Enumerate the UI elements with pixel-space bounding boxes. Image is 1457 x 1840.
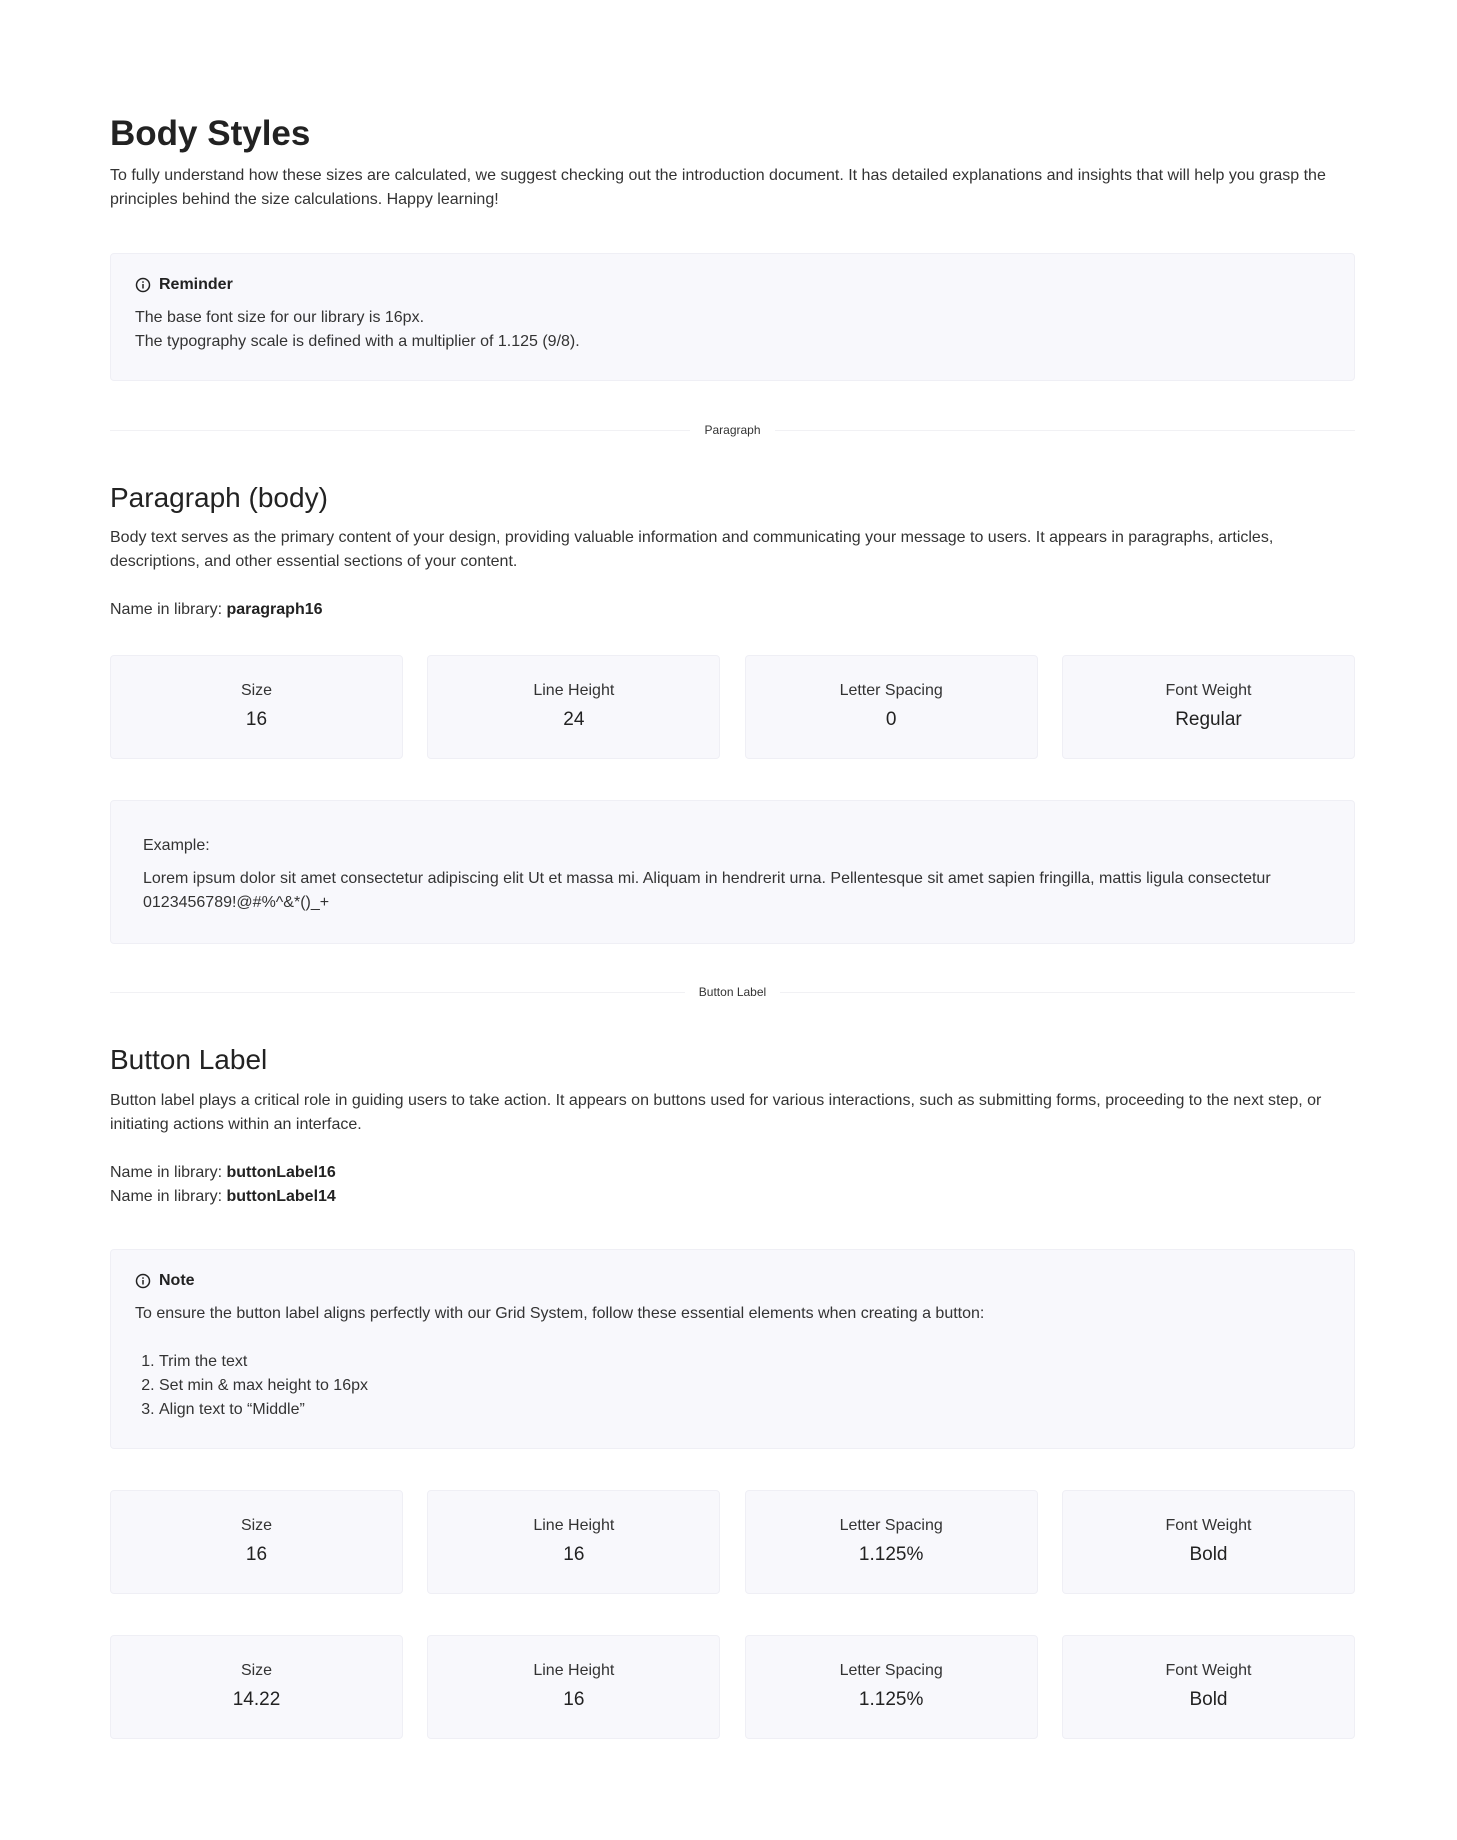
library-name-row — [110, 1161, 1355, 1185]
spec-label: Letter Spacing — [839, 1662, 943, 1679]
spec-label: Size — [240, 682, 273, 699]
paragraph-description: Body text serves as the primary content of your design, providing valuable information and communicating your message to users. It appears in paragraphs, articles, descriptions, and other essential sections of your content. — [110, 529, 1274, 570]
note-text: To ensure the button label aligns perfectly with our Grid System, follow these essential elements when creating a button: — [135, 1305, 985, 1322]
note-title: Note — [159, 1272, 195, 1289]
list-item: 1. Trim the text — [159, 1350, 1330, 1374]
divider-label: Paragraph — [690, 423, 774, 437]
library-prefix: Name in library: — [110, 1164, 227, 1181]
list-item: 3. Align text to “Middle” — [159, 1398, 1330, 1422]
spec-card-line-height — [427, 655, 720, 759]
spec-value: 14.22 — [232, 1689, 281, 1710]
spec-card-size — [110, 1635, 403, 1739]
library-prefix: Name in library: — [110, 601, 227, 618]
spec-card-line-height — [427, 1490, 720, 1594]
intro-text: To fully understand how these sizes are calculated, we suggest checking out the introduction document. It has detailed explanations and insights that will help you grasp the principles behind the size calculations. Happy learning! — [110, 167, 1326, 208]
divider-label: Button Label — [685, 985, 780, 999]
spec-label: Letter Spacing — [839, 682, 943, 699]
spec-value: 16 — [245, 709, 268, 730]
spec-label: Line Height — [533, 682, 615, 699]
paragraph-spec-cards — [110, 655, 1355, 759]
library-prefix: Name in library: — [110, 1188, 227, 1205]
spec-value: Bold — [1189, 1689, 1228, 1710]
spec-card-size — [110, 1490, 403, 1594]
spec-label: Size — [240, 1662, 273, 1679]
paragraph-example — [110, 800, 1355, 944]
spec-value: 24 — [563, 709, 585, 730]
reminder-title: Reminder — [159, 276, 233, 293]
note-steps-list — [135, 1350, 1330, 1422]
note-title-row — [135, 1272, 1330, 1290]
button-description: Button label plays a critical role in guiding users to take action. It appears on buttons used for various interactions, such as submitting forms, proceeding to the next step, or initiating actions within an interface. — [110, 1092, 1322, 1133]
page-title: Body Styles — [110, 114, 311, 153]
reminder-line-2: The typography scale is defined with a multiplier of 1.125 (9/8). — [135, 333, 580, 350]
library-name: buttonLabel16 — [226, 1164, 336, 1181]
spec-card-font-weight — [1062, 1490, 1355, 1594]
library-name: buttonLabel14 — [226, 1188, 336, 1205]
spec-label: Line Height — [533, 1517, 615, 1534]
spec-label: Font Weight — [1165, 1662, 1252, 1679]
info-icon — [135, 277, 151, 293]
button14-spec-cards — [110, 1635, 1355, 1739]
spec-value: Bold — [1189, 1544, 1228, 1565]
spec-card-letter-spacing — [745, 1490, 1038, 1594]
spec-value: 1.125% — [858, 1544, 924, 1565]
list-item: 2. Set min & max height to 16px — [159, 1374, 1330, 1398]
section-divider-paragraph — [110, 422, 1355, 438]
spec-card-letter-spacing — [745, 655, 1038, 759]
spec-card-line-height — [427, 1635, 720, 1739]
spec-value: 16 — [245, 1544, 268, 1565]
spec-card-font-weight — [1062, 1635, 1355, 1739]
button-description-block — [110, 1089, 1355, 1137]
intro-text-block — [110, 164, 1355, 212]
example-text: Lorem ipsum dolor sit amet consectetur adipiscing elit Ut et massa mi. Aliquam in hendrerit urna. Pellentesque sit amet sapien fringilla, mattis ligula consectetur 0123456789!@#%^&*()_+ — [143, 870, 1271, 911]
spec-card-size — [110, 655, 403, 759]
spec-label: Size — [240, 1517, 273, 1534]
section-divider-button-label — [110, 984, 1355, 1000]
spec-label: Line Height — [533, 1662, 615, 1679]
reminder-callout — [110, 253, 1355, 381]
spec-card-font-weight — [1062, 655, 1355, 759]
paragraph-description-block — [110, 526, 1355, 574]
button16-spec-cards — [110, 1490, 1355, 1594]
reminder-title-row — [135, 276, 1330, 294]
example-label: Example: — [143, 837, 210, 854]
spec-value: 0 — [885, 709, 897, 730]
spec-card-letter-spacing — [745, 1635, 1038, 1739]
spec-value: 1.125% — [858, 1689, 924, 1710]
spec-value: Regular — [1175, 709, 1242, 730]
spec-label: Letter Spacing — [839, 1517, 943, 1534]
paragraph-library-name — [110, 598, 1355, 622]
button-library-names — [110, 1161, 1355, 1209]
spec-label: Font Weight — [1165, 1517, 1252, 1534]
reminder-line-1: The base font size for our library is 16px. — [135, 309, 425, 326]
info-icon — [135, 1273, 151, 1289]
paragraph-section-title: Paragraph (body) — [110, 482, 328, 513]
library-name: paragraph16 — [226, 601, 323, 618]
spec-value: 16 — [563, 1689, 585, 1710]
button-section-title: Button Label — [110, 1044, 268, 1075]
spec-value: 16 — [563, 1544, 585, 1565]
note-callout — [110, 1249, 1355, 1449]
library-name-row — [110, 1185, 1355, 1209]
spec-label: Font Weight — [1165, 682, 1252, 699]
